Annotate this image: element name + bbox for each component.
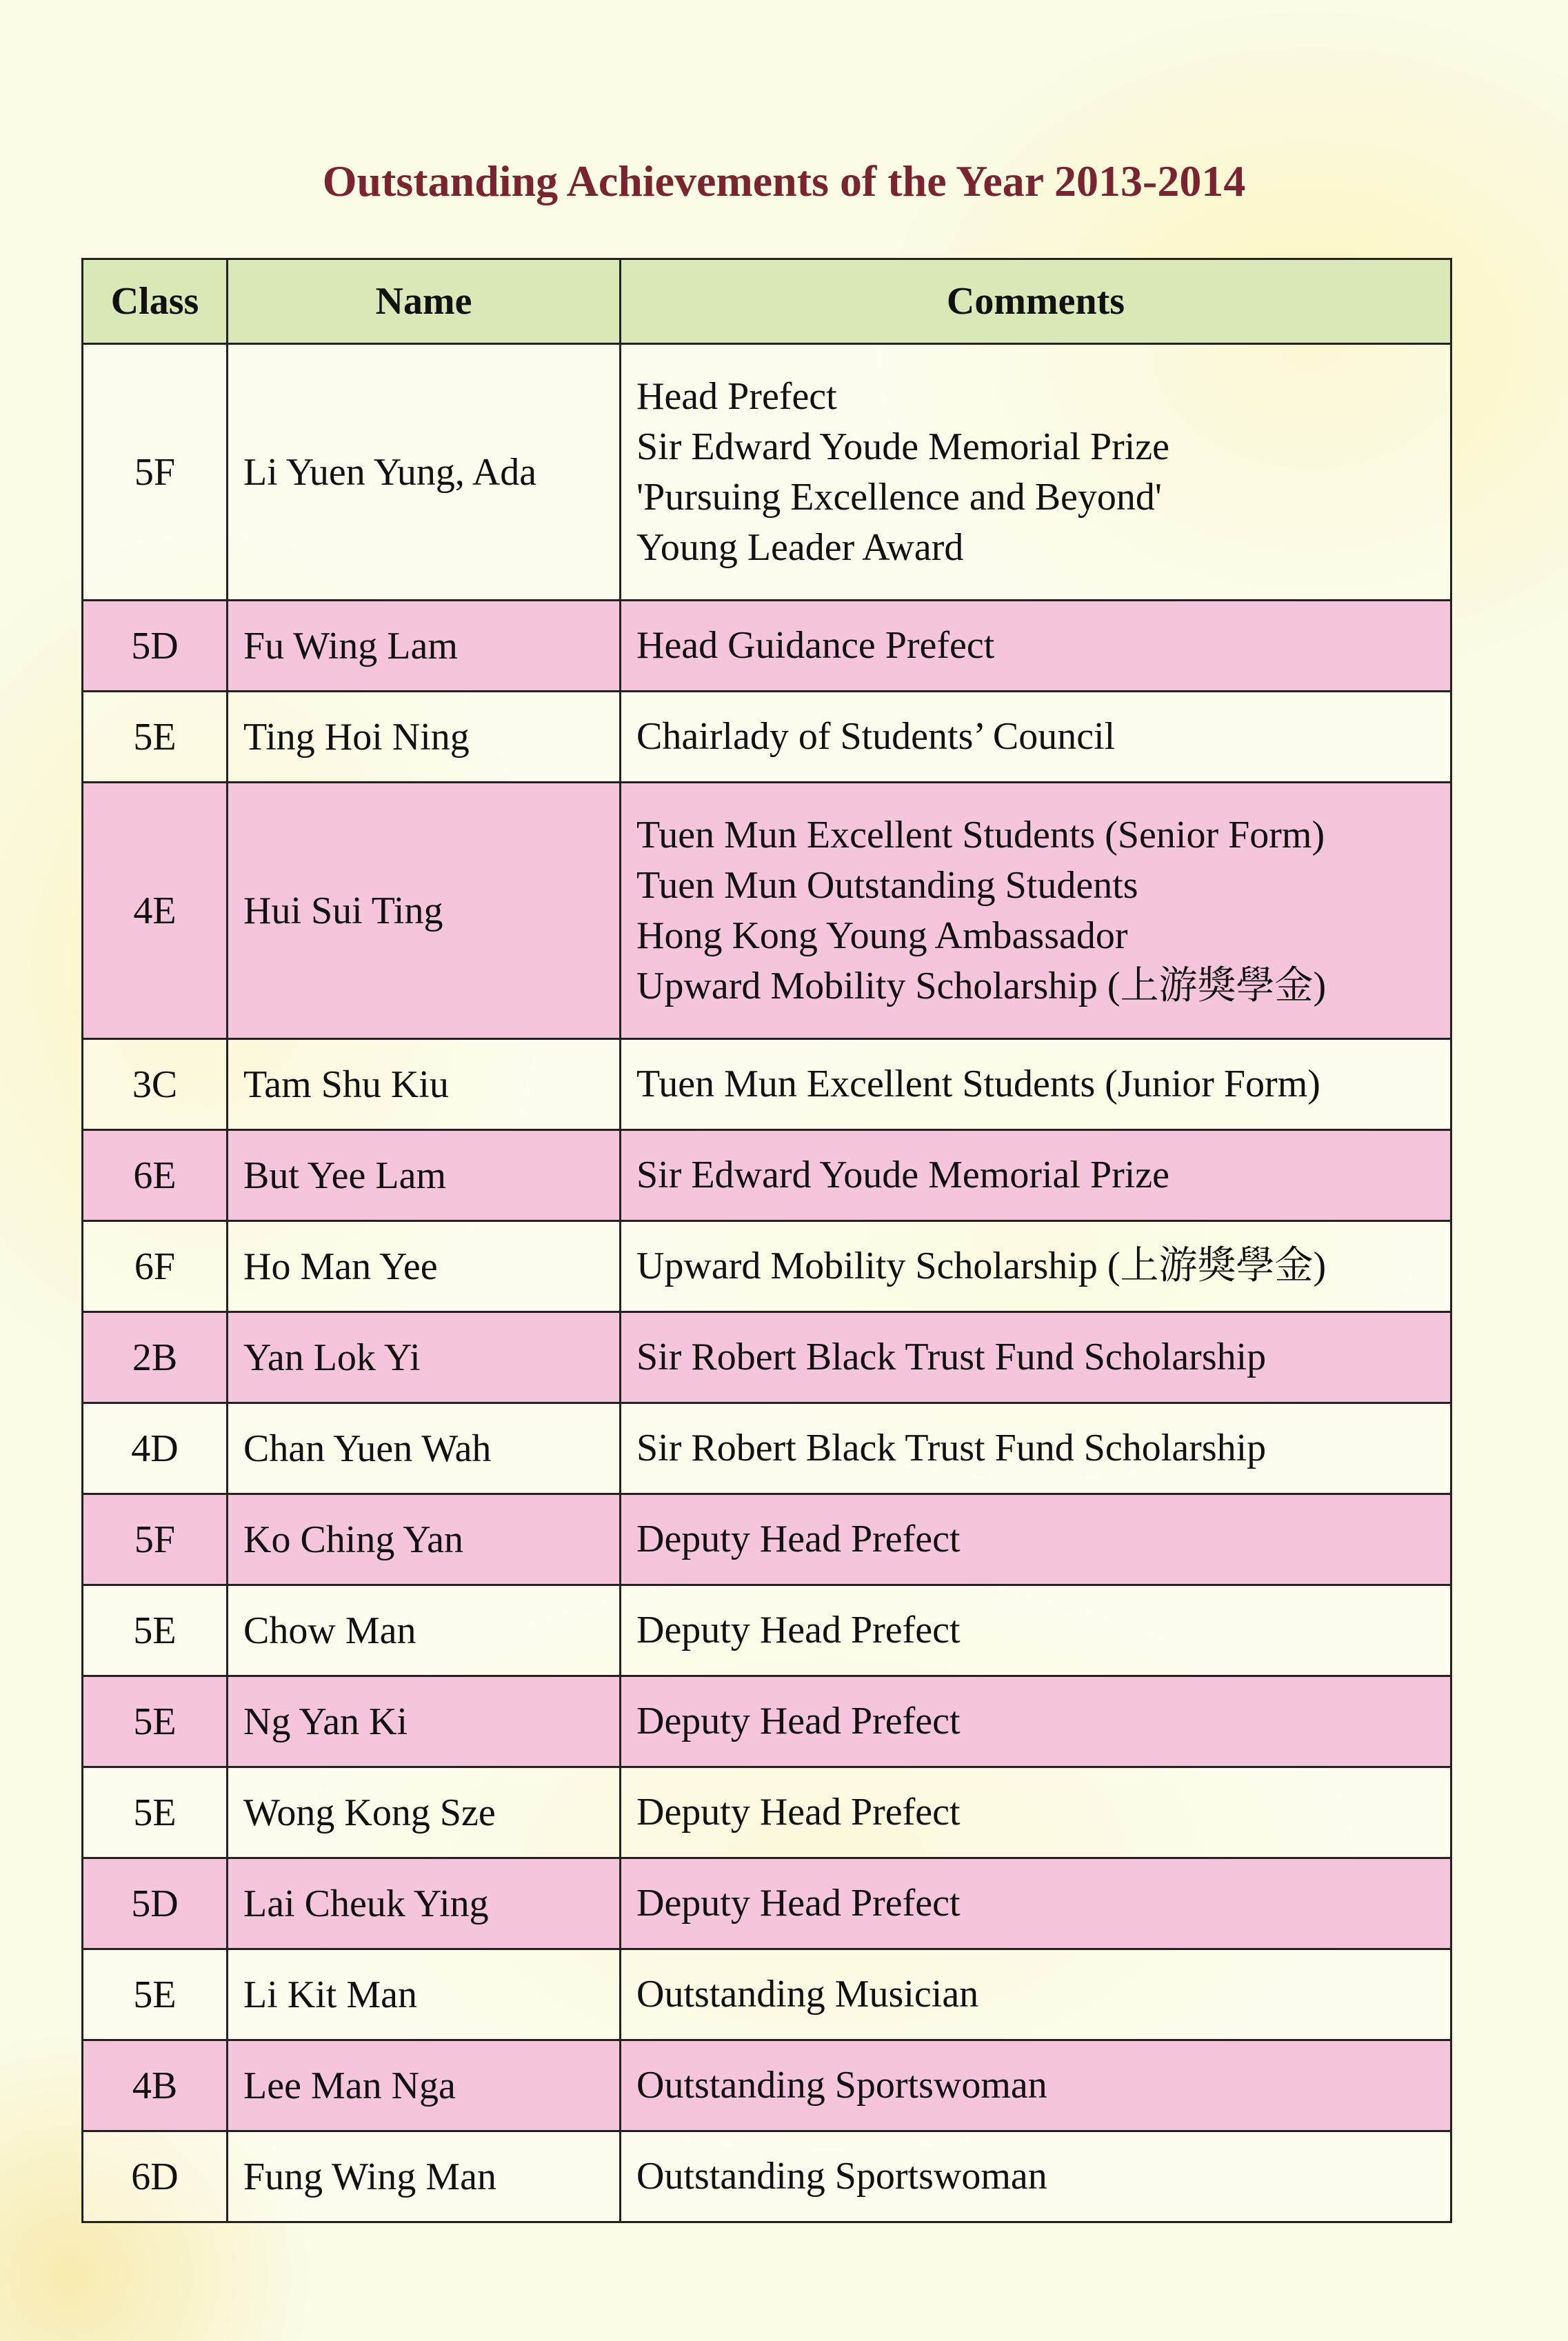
table-row [83,2040,1451,2131]
name-cell: Wong Kong Sze [228,1767,621,1858]
comments-cell [621,1676,1451,1767]
name-cell: Hui Sui Ting [228,783,621,1039]
comment-line: Young Leader Award [636,525,964,569]
table-row [83,1221,1451,1312]
comment-line: Deputy Head Prefect [636,1518,961,1560]
table-row [83,344,1451,601]
table-row [83,1676,1451,1767]
comments-cell [621,601,1451,692]
comments-cell [621,1767,1451,1858]
comment-line: 'Pursuing Excellence and Beyond' [636,475,1162,519]
comment-line: Head Prefect [636,374,837,418]
name-cell: But Yee Lam [228,1130,621,1221]
comments-cell [621,344,1451,601]
name-cell: Chow Man [228,1585,621,1676]
comments-cell [621,1494,1451,1585]
page-title: Outstanding Achievements of the Year 2013-2014 [322,157,1246,205]
table-row [83,601,1451,692]
comment-line: Deputy Head Prefect [636,1882,961,1925]
table-row [83,1858,1451,1949]
table-row [83,783,1451,1039]
table-row [83,1494,1451,1585]
comment-line: Upward Mobility Scholarship (上游獎學金) [636,964,1327,1007]
class-cell: 5F [83,344,228,601]
name-cell: Tam Shu Kiu [228,1039,621,1130]
class-cell: 3C [83,1039,228,1130]
comment-line: Head Guidance Prefect [636,624,995,667]
name-cell: Ho Man Yee [228,1221,621,1312]
comment-line: Outstanding Sportswoman [636,2155,1047,2198]
class-cell: 5D [83,1858,228,1949]
class-cell: 5D [83,601,228,692]
comment-line: Tuen Mun Outstanding Students [636,863,1138,907]
comment-line: Outstanding Sportswoman [636,2064,1047,2107]
name-cell: Lai Cheuk Ying [228,1858,621,1949]
name-cell: Lee Man Nga [228,2040,621,2131]
achievements-table [81,258,1452,2223]
table-row [83,1312,1451,1403]
class-cell: 2B [83,1312,228,1403]
class-cell: 5E [83,1585,228,1676]
header-comments: Comments [621,259,1451,344]
comment-line: Hong Kong Young Ambassador [636,914,1128,957]
comments-cell [621,1858,1451,1949]
class-cell: 6F [83,1221,228,1312]
comment-line: Tuen Mun Excellent Students (Senior Form) [636,813,1325,856]
comments-cell [621,1585,1451,1676]
comments-cell [621,692,1451,783]
table-row [83,1767,1451,1858]
comments-cell [621,1312,1451,1403]
table-row [83,692,1451,783]
header-name: Name [228,259,621,344]
comment-line: Sir Robert Black Trust Fund Scholarship [636,1336,1267,1378]
comments-cell [621,1039,1451,1130]
name-cell: Ng Yan Ki [228,1676,621,1767]
class-cell: 5E [83,1676,228,1767]
comment-line: Deputy Head Prefect [636,1609,961,1651]
name-cell: Fung Wing Man [228,2131,621,2222]
comments-cell [621,1949,1451,2040]
table-row [83,1585,1451,1676]
table-row [83,2131,1451,2222]
name-cell: Ko Ching Yan [228,1494,621,1585]
class-cell: 5E [83,692,228,783]
class-cell: 5F [83,1494,228,1585]
comment-line: Chairlady of Students’ Council [636,715,1116,758]
class-cell: 6D [83,2131,228,2222]
name-cell: Li Yuen Yung, Ada [228,344,621,601]
comment-line: Sir Edward Youde Memorial Prize [636,1154,1170,1196]
header-class: Class [83,259,228,344]
table-row [83,1039,1451,1130]
comments-cell [621,1403,1451,1494]
class-cell: 4B [83,2040,228,2131]
name-cell: Chan Yuen Wah [228,1403,621,1494]
class-cell: 4D [83,1403,228,1494]
comment-line: Outstanding Musician [636,1973,979,2016]
table-row [83,1403,1451,1494]
class-cell: 6E [83,1130,228,1221]
comments-cell [621,1221,1451,1312]
comment-line: Sir Edward Youde Memorial Prize [636,425,1170,468]
comment-line: Upward Mobility Scholarship (上游獎學金) [636,1245,1327,1287]
comments-cell [621,2131,1451,2222]
class-cell: 5E [83,1949,228,2040]
name-cell: Li Kit Man [228,1949,621,2040]
comments-cell [621,1130,1451,1221]
comment-line: Sir Robert Black Trust Fund Scholarship [636,1427,1267,1469]
table-row [83,1949,1451,2040]
table-row [83,1130,1451,1221]
class-cell: 4E [83,783,228,1039]
comments-cell [621,783,1451,1039]
name-cell: Ting Hoi Ning [228,692,621,783]
comment-line: Deputy Head Prefect [636,1700,961,1742]
comment-line: Deputy Head Prefect [636,1791,961,1833]
name-cell: Fu Wing Lam [228,601,621,692]
comments-cell [621,2040,1451,2131]
table-header-row [83,259,1451,344]
class-cell: 5E [83,1767,228,1858]
name-cell: Yan Lok Yi [228,1312,621,1403]
comment-line: Tuen Mun Excellent Students (Junior Form) [636,1063,1320,1105]
